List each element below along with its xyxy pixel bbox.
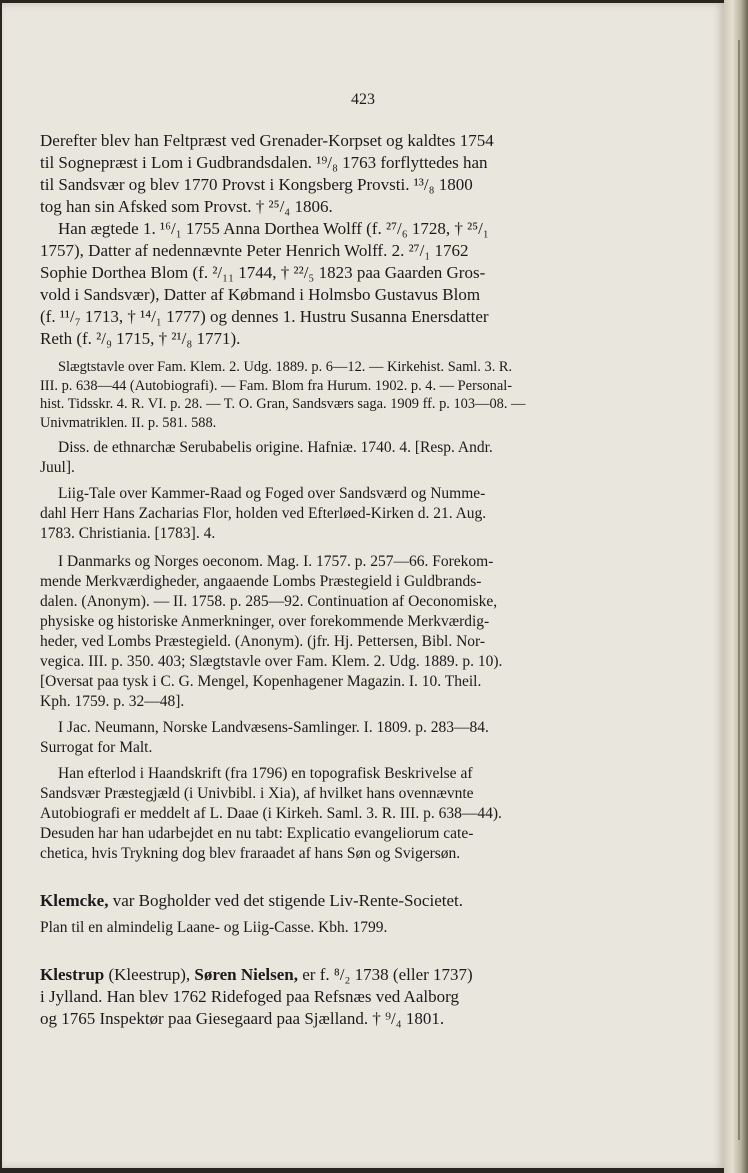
manuscript-note (40, 764, 560, 864)
text-line: tog han sin Afsked som Provst. † ²⁵/₄ 1806. (40, 197, 333, 216)
entry-klemcke (40, 890, 560, 912)
entry-text: (Kleestrup), (104, 965, 195, 984)
entry-text: var Bogholder ved det stigende Liv-Rente-Societet. (108, 891, 463, 910)
text-line: 1783. Christiania. [1783]. 4. (40, 525, 216, 542)
text-line: Juul]. (40, 459, 75, 476)
text-line: vold i Sandsvær), Datter af Købmand i Holmsbo Gustavus Blom (40, 285, 481, 304)
text-line: heder, ved Lombs Præstegield. (Anonym). (jfr. Hj. Pettersen, Bibl. Nor- (40, 633, 486, 650)
entry-text: er f. ⁸/₂ 1738 (eller 1737) (297, 965, 473, 984)
page-number: 423 (351, 91, 375, 108)
book-page (2, 3, 724, 1168)
text-line: Derefter blev han Feltpræst ved Grenader-Korpset og kaldtes 1754 (40, 131, 494, 150)
text-line: I Danmarks og Norges oeconom. Mag. I. 1757. p. 257—66. Forekom- (58, 553, 494, 570)
text-line: dahl Herr Hans Zacharias Flor, holden ved Efterløed-Kirken d. 21. Aug. (40, 505, 487, 522)
bibliography-neumann (40, 718, 560, 758)
bibliography-klemcke (40, 918, 560, 938)
text-line: III. p. 638—44 (Autobiografi). — Fam. Blom fra Hurum. 1902. p. 4. — Personal- (40, 377, 513, 394)
text-line: Sophie Dorthea Blom (f. ²/₁₁ 1744, † ²²/₅ 1823 paa Gaarden Gros- (40, 263, 486, 282)
text-line: Diss. de ethnarchæ Serubabelis origine. Hafniæ. 1740. 4. [Resp. Andr. (58, 439, 493, 456)
text-line: Sandsvær Præstegjæld (i Univbibl. i Xia), af hvilket hans ovennævnte (40, 785, 474, 802)
sources-note (40, 358, 560, 432)
text-line: Surrogat for Malt. (40, 739, 153, 756)
page-body (40, 130, 560, 1030)
text-line: Desuden har han udarbejdet en nu tabt: Explicatio evangeliorum cate- (40, 825, 474, 842)
bibliography-liig-tale (40, 484, 560, 544)
text-line: til Sandsvær og blev 1770 Provst i Kongsberg Provsti. ¹³/₈ 1800 (40, 175, 473, 194)
text-line (40, 964, 560, 986)
entry-name: Klemcke, (40, 891, 109, 910)
text-line: mende Merkværdigheder, angaaende Lombs Præstegield i Guldbrands- (40, 573, 482, 590)
text-line (40, 890, 560, 912)
text-line: Slægtstavle over Fam. Klem. 2. Udg. 1889. p. 6—12. — Kirkehist. Saml. 3. R. (58, 359, 513, 375)
entry-name-full: Søren Nielsen, (194, 965, 298, 984)
paragraph-career (40, 130, 560, 218)
bibliography-magazin (40, 552, 560, 712)
text-line: (f. ¹¹/₇ 1713, † ¹⁴/₁ 1777) og dennes 1. Hustru Susanna Enersdatter (40, 307, 489, 326)
text-line: Han efterlod i Haandskrift (fra 1796) en topografisk Beskrivelse af (58, 765, 473, 782)
text-line: chetica, hvis Trykning dog blev fraraadet af hans Søn og Svigersøn. (40, 845, 461, 862)
book-page-edge (724, 0, 748, 1173)
text-line: dalen. (Anonym). — II. 1758. p. 285—92. Continuation af Oeconomiske, (40, 593, 498, 610)
entry-name: Klestrup (40, 965, 105, 984)
text-line: Kph. 1759. p. 32—48]. (40, 693, 185, 710)
text-line: Plan til en almindelig Laane- og Liig-Casse. Kbh. 1799. (40, 919, 388, 936)
paragraph-marriage (40, 218, 560, 350)
text-line: til Sognepræst i Lom i Gudbrandsdalen. ¹⁹/₈ 1763 forflyttedes han (40, 153, 488, 172)
text-line: Autobiografi er meddelt af L. Daae (i Kirkeh. Saml. 3. R. III. p. 638—44). (40, 805, 502, 822)
bibliography-diss (40, 438, 560, 478)
text-line: Han ægtede 1. ¹⁶/₁ 1755 Anna Dorthea Wolff (f. ²⁷/₆ 1728, † ²⁵/₁ (58, 219, 489, 238)
text-line: vegica. III. p. 350. 403; Slægtstavle over Fam. Klem. 2. Udg. 1889. p. 10). (40, 653, 503, 670)
text-line: og 1765 Inspektør paa Giesegaard paa Sjælland. † ⁹/₄ 1801. (40, 1009, 445, 1028)
text-line: i Jylland. Han blev 1762 Ridefoged paa Refsnæs ved Aalborg (40, 987, 459, 1006)
text-line: physiske og historiske Anmerkninger, over forekommende Merkværdig- (40, 613, 490, 630)
page-edge-line (738, 40, 740, 1140)
text-line: Univmatriklen. II. p. 581. 588. (40, 414, 217, 431)
entry-klestrup (40, 964, 560, 1030)
text-line: hist. Tidsskr. 4. R. VI. p. 28. — T. O. Gran, Sandsværs saga. 1909 ff. p. 103—08. — (40, 396, 526, 412)
text-line: 1757), Datter af nedennævnte Peter Henrich Wolff. 2. ²⁷/₁ 1762 (40, 241, 469, 260)
text-line: Liig-Tale over Kammer-Raad og Foged over Sandsværd og Numme- (58, 485, 486, 502)
text-line: Reth (f. ²/₉ 1715, † ²¹/₈ 1771). (40, 329, 241, 348)
text-line: I Jac. Neumann, Norske Landvæsens-Samlinger. I. 1809. p. 283—84. (58, 719, 489, 736)
text-line: [Oversat paa tysk i C. G. Mengel, Kopenhagener Magazin. I. 10. Theil. (40, 673, 482, 690)
